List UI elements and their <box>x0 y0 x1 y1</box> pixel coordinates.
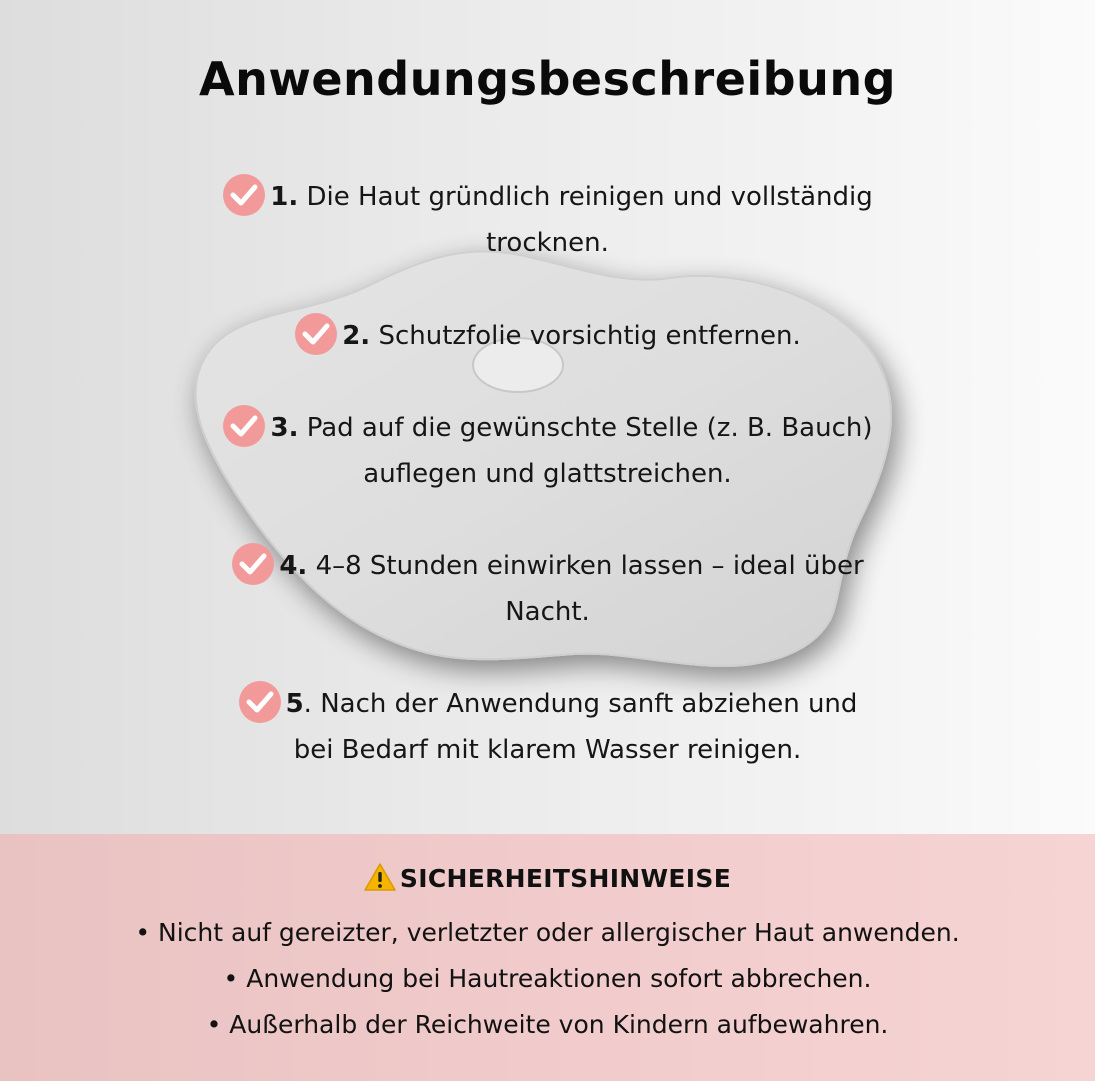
step-text: 4–8 Stunden einwirken lassen – ideal über <box>315 551 864 581</box>
step-number: 1. <box>270 182 299 212</box>
step-number: 4. <box>279 551 308 581</box>
step-number: 2. <box>342 321 371 351</box>
warning-icon <box>364 862 396 892</box>
step-4 <box>0 543 1095 635</box>
step-5 <box>0 681 1095 773</box>
step-1 <box>0 174 1095 266</box>
check-circle-icon <box>222 173 266 217</box>
step-text: auflegen und glattstreichen. <box>363 459 732 489</box>
step-3 <box>0 405 1095 497</box>
page-title: Anwendungsbeschreibung <box>198 52 897 106</box>
step-text: Nacht. <box>505 597 590 627</box>
safety-list <box>0 910 1095 1048</box>
step-text: Pad auf die gewünschte Stelle (z. B. Bauch) <box>306 413 873 443</box>
safety-section <box>0 834 1095 1081</box>
check-circle-icon <box>238 680 282 724</box>
check-circle-icon <box>231 542 275 586</box>
check-circle-icon <box>294 312 338 356</box>
safety-item: • Nicht auf gereizter, verletzter oder allergischer Haut anwenden. <box>135 918 960 947</box>
step-text: Die Haut gründlich reinigen und vollständig <box>306 182 873 212</box>
step-text: . Nach der Anwendung sanft abziehen und <box>303 689 858 719</box>
safety-item: • Außerhalb der Reichweite von Kindern aufbewahren. <box>206 1010 889 1039</box>
step-text: Schutzfolie vorsichtig entfernen. <box>378 321 801 351</box>
step-number: 3. <box>270 413 299 443</box>
step-2 <box>0 313 1095 359</box>
safety-heading-text: SICHERHEITSHINWEISE <box>399 864 732 893</box>
step-text: trocknen. <box>486 228 609 258</box>
step-text: bei Bedarf mit klarem Wasser reinigen. <box>293 735 802 765</box>
safety-item: • Anwendung bei Hautreaktionen sofort abbrechen. <box>223 964 872 993</box>
step-number: 5 <box>285 689 304 719</box>
check-circle-icon <box>222 404 266 448</box>
safety-heading <box>0 864 1095 895</box>
